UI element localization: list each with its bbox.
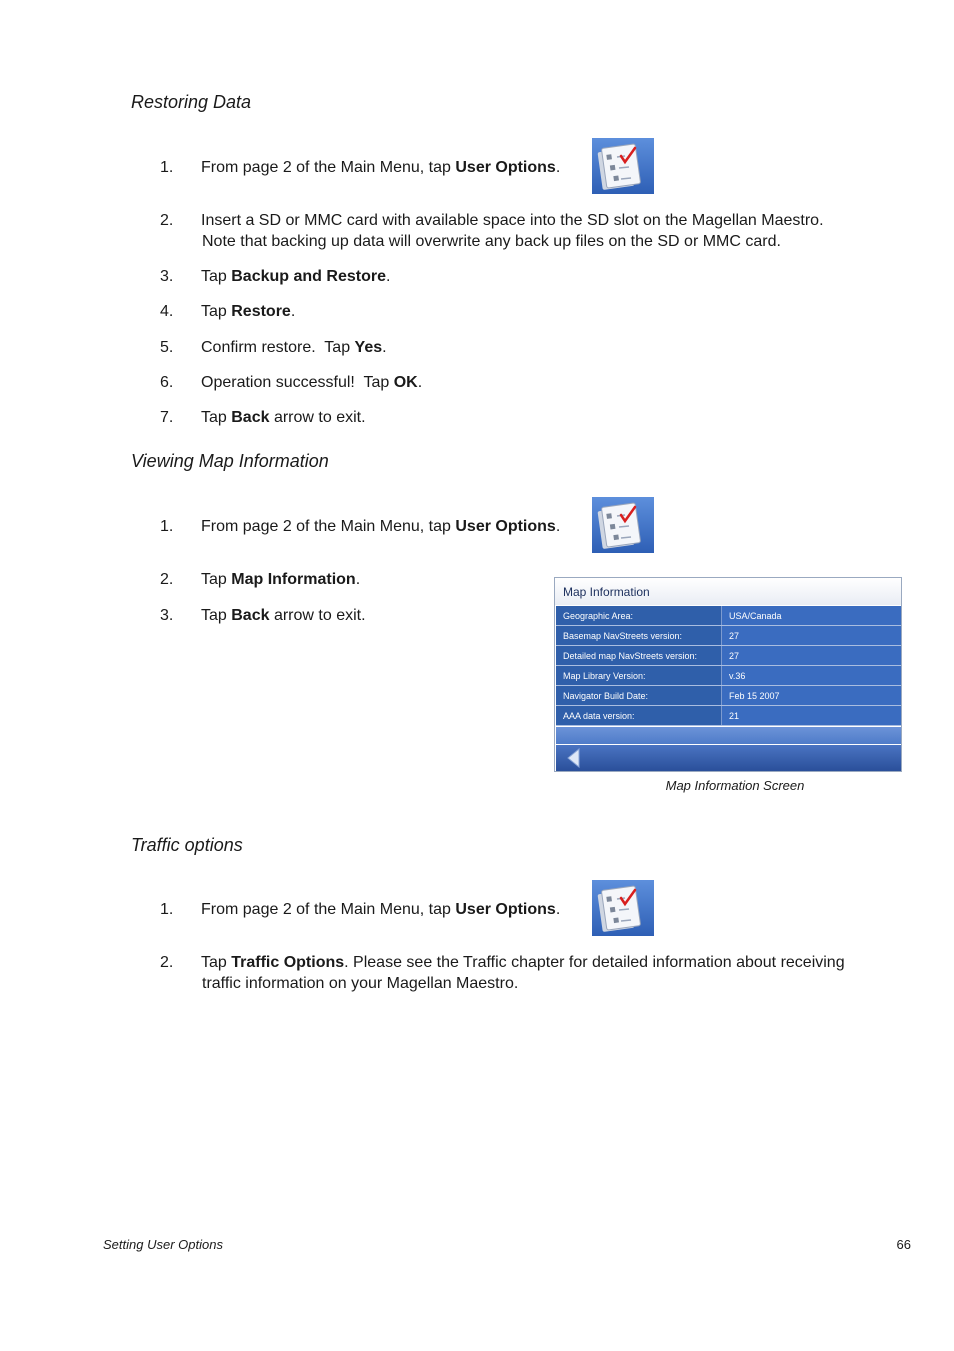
user-options-checklist-icon <box>592 880 654 936</box>
bottom-nav-bar <box>556 745 901 771</box>
section-heading-map-information: Viewing Map Information <box>131 451 329 471</box>
table-row: Detailed map NavStreets version: 27 <box>556 646 901 666</box>
section-heading-restoring: Restoring Data <box>131 92 252 112</box>
table-row: Geographic Area: USA/Canada <box>556 606 901 626</box>
table-row: Navigator Build Date: Feb 15 2007 <box>556 686 901 706</box>
map-information-table <box>556 606 901 726</box>
figure-caption: Map Information Screen <box>665 778 805 793</box>
table-row: Map Library Version: v.36 <box>556 666 901 686</box>
section-heading-traffic: Traffic options <box>131 835 243 855</box>
back-arrow-icon[interactable] <box>564 748 584 768</box>
map-information-title: Map Information <box>555 578 901 605</box>
page-number: 66 <box>896 1237 911 1252</box>
table-row: Basemap NavStreets version: 27 <box>556 626 901 646</box>
table-filler <box>556 727 901 744</box>
user-options-checklist-icon <box>592 138 654 194</box>
footer-chapter: Setting User Options <box>103 1237 223 1252</box>
table-row: AAA data version: 21 <box>556 706 901 726</box>
user-options-checklist-icon <box>592 497 654 553</box>
map-information-screenshot <box>554 577 902 772</box>
